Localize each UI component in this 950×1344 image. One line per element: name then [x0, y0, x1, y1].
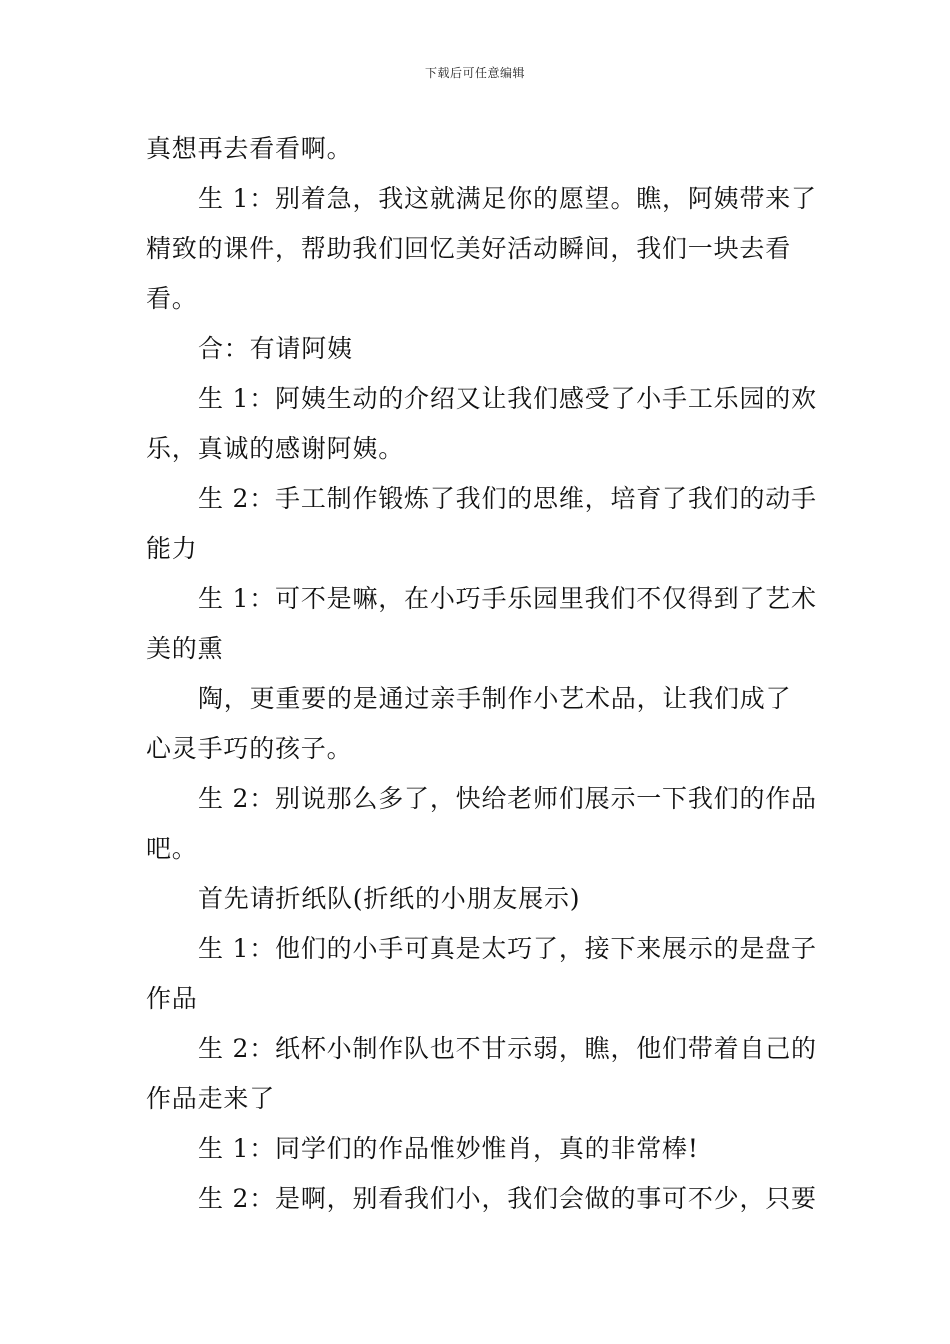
page-header: 下载后可任意编辑	[424, 66, 525, 80]
text-line: 美的熏	[146, 634, 224, 663]
text-line: 生 2：纸杯小制作队也不甘示弱，瞧，他们带着自己的	[198, 1034, 817, 1063]
text-line: 作品	[146, 984, 198, 1013]
text-line: 生 2：手工制作锻炼了我们的思维，培育了我们的动手	[198, 484, 817, 513]
text-line: 合：有请阿姨	[198, 334, 353, 363]
text-line: 真想再去看看啊。	[146, 134, 353, 163]
text-line: 乐，真诚的感谢阿姨。	[146, 434, 405, 463]
text-line: 生 1：同学们的作品惟妙惟肖，真的非常棒!	[198, 1134, 699, 1163]
text-line: 首先请折纸队(折纸的小朋友展示)	[198, 884, 581, 913]
text-line: 生 2：是啊，别看我们小，我们会做的事可不少，只要	[198, 1184, 817, 1213]
text-line: 心灵手巧的孩子。	[146, 734, 353, 763]
text-line: 吧。	[146, 834, 198, 863]
text-line: 生 1：阿姨生动的介绍又让我们感受了小手工乐园的欢	[198, 384, 817, 413]
text-line: 生 2：别说那么多了，快给老师们展示一下我们的作品	[198, 784, 817, 813]
text-line: 生 1：可不是嘛，在小巧手乐园里我们不仅得到了艺术	[198, 584, 817, 613]
text-line: 陶，更重要的是通过亲手制作小艺术品，让我们成了	[198, 684, 792, 713]
text-line: 精致的课件，帮助我们回忆美好活动瞬间，我们一块去看	[146, 234, 792, 263]
text-line: 看。	[146, 284, 198, 313]
text-line: 生 1：别着急，我这就满足你的愿望。瞧，阿姨带来了	[198, 184, 817, 213]
text-line: 作品走来了	[146, 1084, 276, 1113]
text-line: 生 1：他们的小手可真是太巧了，接下来展示的是盘子	[198, 934, 817, 963]
text-line: 能力	[146, 534, 198, 563]
document-body	[146, 128, 818, 1228]
